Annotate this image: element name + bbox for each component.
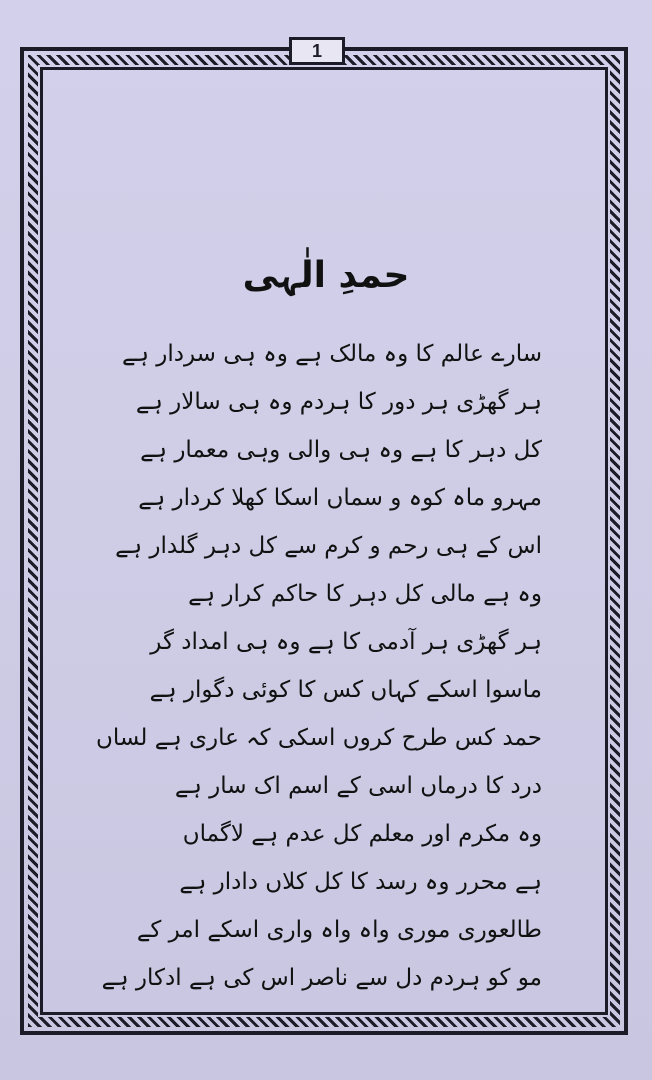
poem-line: اس کے ہی رحم و کرم سے کل دہر گلدار ہے <box>115 533 542 559</box>
poem-line: سارے عالم کا وہ مالک ہے وہ ہی سردار ہے <box>121 341 542 367</box>
poem-line: ہر گھڑی ہر دور کا ہردم وہ ہی سالار ہے <box>135 389 542 415</box>
poem-line: ہے محرر وہ رسد کا کل کلاں دادار ہے <box>179 869 542 895</box>
poem-line: مو کو ہردم دل سے ناصر اس کی ہے ادکار ہے <box>101 965 542 991</box>
poem-line: وہ مکرم اور معلم کل عدم ہے لاگماں <box>182 821 542 847</box>
poem-line: ہر گھڑی ہر آدمی کا ہے وہ ہی امداد گر <box>150 629 542 655</box>
page-number-text: 1 <box>311 40 322 61</box>
poem-line: طالعوری موری واہ واہ واری اسکے امر کے <box>136 917 542 943</box>
poem-line: حمد کس طرح کروں اسکی کہ عاری ہے لساں <box>95 725 542 751</box>
poem-line: کل دہر کا ہے وہ ہی والی وہی معمار ہے <box>140 437 542 463</box>
page-title: حمدِ الٰہی <box>242 255 410 296</box>
poem-line: ماسوا اسکے کہاں کس کا کوئی دگوار ہے <box>149 677 542 703</box>
poem-line: درد کا درماں اسی کے اسم اک سار ہے <box>174 773 542 799</box>
poem-line: وہ ہے مالی کل دہر کا حاکم کرار ہے <box>188 581 542 607</box>
poem-line: مہرو ماہ کوہ و سماں اسکا کھلا کردار ہے <box>138 485 542 511</box>
